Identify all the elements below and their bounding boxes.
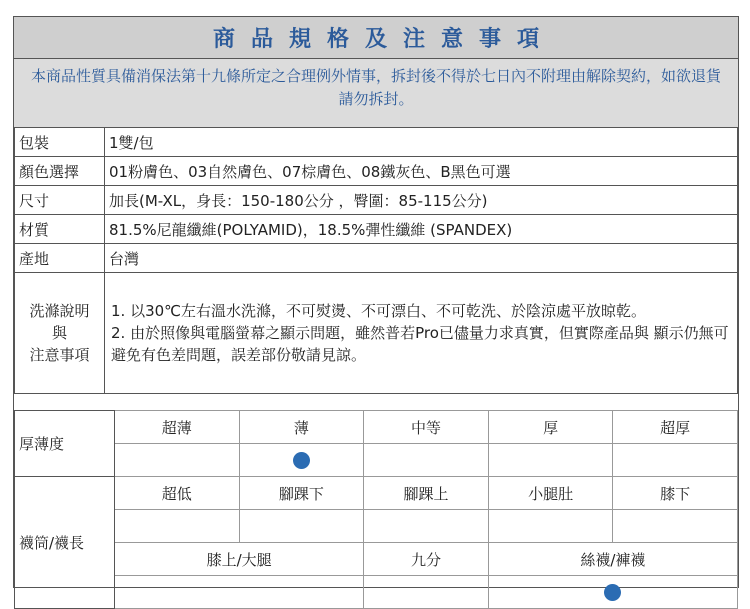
table-row <box>15 411 738 444</box>
thickness-option: 超薄 <box>115 411 240 444</box>
length-mark-cell <box>613 510 738 543</box>
table-row <box>15 215 738 244</box>
table-row <box>15 510 738 543</box>
table-row <box>15 576 738 609</box>
selected-dot-icon <box>293 452 310 469</box>
length-mark-cell <box>488 510 613 543</box>
page-title: 商品規格及注意事項 <box>14 17 738 59</box>
length-option: 九分 <box>364 543 489 576</box>
length-mark-cell <box>239 510 364 543</box>
thickness-option: 中等 <box>364 411 489 444</box>
spec-value-origin: 台灣 <box>105 244 738 273</box>
table-row <box>15 186 738 215</box>
care-item-2: 2. 由於照像與電腦螢幕之顯示問題，雖然普若Pro已儘量力求真實，但實際產品與 顯示仍無可避免有色差問題，誤差部份敬請見諒。 <box>111 324 729 364</box>
care-label-line1: 洗滌說明 <box>29 302 90 320</box>
thickness-option: 薄 <box>239 411 364 444</box>
care-instructions <box>105 273 738 394</box>
table-row <box>15 244 738 273</box>
care-label-line2: 與 <box>51 324 67 342</box>
length-option: 膝上/大腿 <box>115 543 364 576</box>
length-label: 襪筒/襪長 <box>15 477 115 609</box>
thickness-label: 厚薄度 <box>15 411 115 477</box>
length-option: 小腿肚 <box>488 477 613 510</box>
care-item-1: 1. 以30℃左右溫水洗滌，不可熨燙、不可漂白、不可乾洗、於陰涼處平放晾乾。 <box>111 302 647 320</box>
thickness-mark-cell <box>115 444 240 477</box>
thickness-mark-cell <box>488 444 613 477</box>
length-option: 腳踝上 <box>364 477 489 510</box>
thickness-mark-cell <box>239 444 364 477</box>
care-label <box>15 273 105 394</box>
length-option: 超低 <box>115 477 240 510</box>
table-row <box>15 273 738 394</box>
spec-value-size: 加長(M-XL，身長：150-180公分 ，臀圍：85-115公分) <box>105 186 738 215</box>
spec-label-material: 材質 <box>15 215 105 244</box>
table-row <box>15 543 738 576</box>
length-option: 腳踝下 <box>239 477 364 510</box>
spec-label-packaging: 包裝 <box>15 128 105 157</box>
selected-dot-icon <box>604 584 621 601</box>
thickness-mark-cell <box>613 444 738 477</box>
spec-table <box>14 127 738 394</box>
length-mark-cell <box>488 576 737 609</box>
spec-label-origin: 產地 <box>15 244 105 273</box>
spec-value-packaging: 1雙/包 <box>105 128 738 157</box>
length-option: 絲襪/褲襪 <box>488 543 737 576</box>
section-spacer <box>14 393 738 410</box>
length-mark-cell <box>364 510 489 543</box>
table-row <box>15 157 738 186</box>
length-option: 膝下 <box>613 477 738 510</box>
care-label-line3: 注意事項 <box>29 346 90 364</box>
table-row <box>15 128 738 157</box>
attribute-grid <box>14 410 738 609</box>
spec-sheet <box>13 16 739 588</box>
thickness-option: 厚 <box>488 411 613 444</box>
length-mark-cell <box>115 510 240 543</box>
table-row <box>15 477 738 510</box>
return-policy-notice: 本商品性質具備消保法第十九條所定之合理例外情事，拆封後不得於七日內不附理由解除契約，如欲退貨請勿拆封。 <box>14 59 738 127</box>
spec-label-size: 尺寸 <box>15 186 105 215</box>
spec-label-colors: 顏色選擇 <box>15 157 105 186</box>
table-row <box>15 444 738 477</box>
thickness-option: 超厚 <box>613 411 738 444</box>
spec-value-colors: 01粉膚色、03自然膚色、07棕膚色、08鐵灰色、B黑色可選 <box>105 157 738 186</box>
length-mark-cell <box>115 576 364 609</box>
thickness-mark-cell <box>364 444 489 477</box>
length-mark-cell <box>364 576 489 609</box>
spec-value-material: 81.5%尼龍纖維(POLYAMID)，18.5%彈性纖維 (SPANDEX) <box>105 215 738 244</box>
